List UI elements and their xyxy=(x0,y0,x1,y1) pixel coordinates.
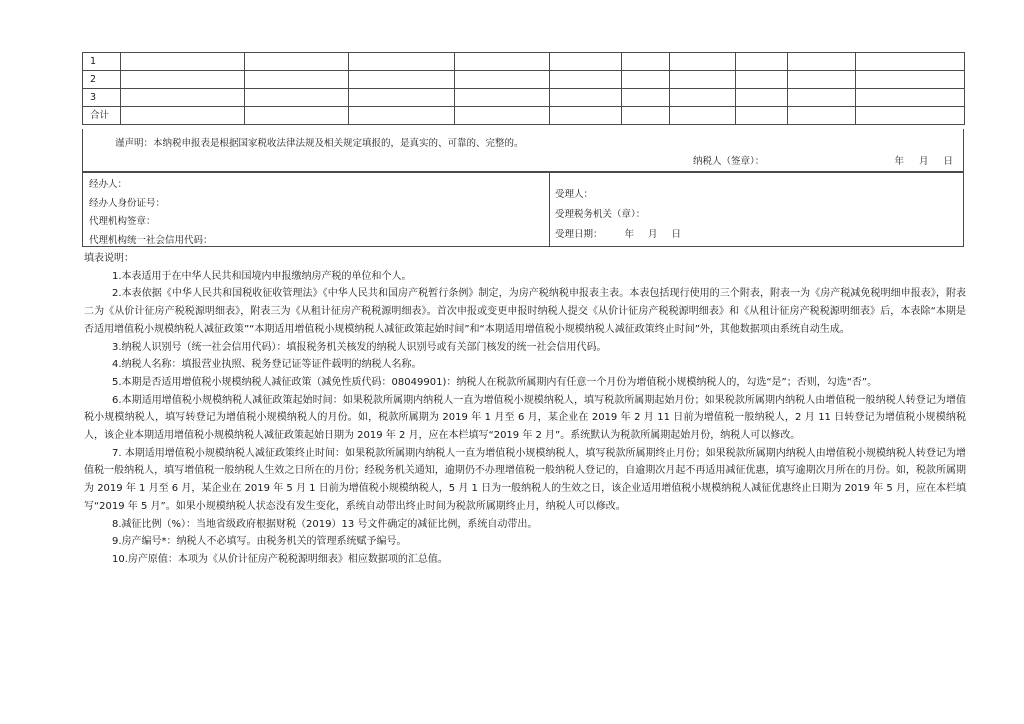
agent-divider xyxy=(549,173,550,246)
agency-credit-code-label: 代理机构统一社会信用代码： xyxy=(89,234,213,246)
instructions-title: 填表说明： xyxy=(84,253,134,264)
taxpayer-signature-label: 纳税人（签章）： xyxy=(693,156,765,167)
row-index: 2 xyxy=(83,71,121,89)
table-row xyxy=(83,53,965,71)
row-index: 3 xyxy=(83,89,121,107)
instruction-item: 9.房产编号*：纳税人不必填写。由税务机关的管理系统赋予编号。 xyxy=(112,536,407,548)
acceptance-day: 日 xyxy=(671,229,682,240)
instruction-item: 5.本期是否适用增值税小规模纳税人减征政策（减免性质代码：08049901)：纳税人在税款所属期内有任意一个月份为增值税小规模纳税人的，勾选“是”；否则，勾选“否”。 xyxy=(112,376,878,388)
instruction-item: 4.纳税人名称：填报营业执照、税务登记证等证件载明的纳税人名称。 xyxy=(112,359,422,371)
instruction-item: 10.房产原值：本项为《从价计征房产税税源明细表》相应数据项的汇总值。 xyxy=(112,553,448,565)
table-row-total xyxy=(83,107,965,125)
declaration-table xyxy=(82,52,965,125)
agent-handler-label: 经办人： xyxy=(89,179,128,190)
filling-instructions xyxy=(84,250,966,569)
agency-seal-label: 代理机构签章： xyxy=(89,216,156,227)
acceptance-date xyxy=(555,225,681,245)
row-total-label: 合计 xyxy=(83,107,121,125)
agent-id-label: 经办人身份证号： xyxy=(89,197,166,209)
declaration-box xyxy=(82,129,964,172)
acceptance-info xyxy=(555,185,681,245)
row-index: 1 xyxy=(83,53,121,71)
declaration-date: 年 月 日 xyxy=(894,156,953,167)
table-row xyxy=(83,89,965,107)
instruction-item: 7. 本期适用增值税小规模纳税人减征政策终止时间：如果税款所属期内纳税人一直为增值税小规模纳税人，填写税款所属期终止月份；如果税款所属期内纳税人由增值税小规模纳税人转登记为增值税一般纳税人，填写增值税一般纳税人生效之日所在的月份；经税务机关通知，逾期仍不办理增值税一般纳税人登记的，自逾期次月起不再适用减征优惠，填写逾期次月所在的月份。如，税款所属期为 2019 年 1 月至 6 月，某企业在 2019 年 5 月 1 日前为增值税小规模纳税人，5 月 1 日为一般纳税人的生效之日，该企业适用增值税小规模纳税人减征优惠终止日期为 2019 年 5 月，应在本栏填写“2019 年 5 月”。如果小规模纳税人状态没有发生变化，系统自动带出终止时间为税款所属期终止月，纳税人可以修改。 xyxy=(84,447,966,512)
acceptance-authority-label: 受理税务机关（章）： xyxy=(555,209,646,220)
agent-box xyxy=(82,172,964,247)
instruction-item: 3.纳税人识别号（统一社会信用代码）：填报税务机关核发的纳税人识别号或有关部门核发的统一社会信用代码。 xyxy=(112,341,607,353)
agent-info xyxy=(89,176,213,250)
instruction-item: 6.本期适用增值税小规模纳税人减征政策起始时间：如果税款所属期内纳税人一直为增值税小规模纳税人，填写税款所属期起始月份；如果税款所属期内纳税人由增值税一般纳税人转登记为增值税小规模纳税人，填写转登记为增值税小规模纳税人的月份。如，税款所属期为 2019 年 1 月至 6 月，某企业在 2019 年 2 月 11 日前为增值税一般纳税人，2 月 11 日转登记为增值税小规模纳税人，该企业本期适用增值税小规模纳税人减征政策起始日期为 2019 年 2 月，应在本栏填写“2019 年 2 月”。系统默认为税款所属期起始月份，纳税人可以修改。 xyxy=(84,394,966,442)
instruction-item: 1.本表适用于在中华人民共和国境内申报缴纳房产税的单位和个人。 xyxy=(112,270,412,282)
table-row xyxy=(83,71,965,89)
acceptance-month: 月 xyxy=(648,229,658,240)
acceptance-date-label: 受理日期： xyxy=(555,229,603,240)
instruction-item: 8.减征比例（%）：当地省级政府根据财税（2019）13 号文件确定的减征比例，系统自动带出。 xyxy=(112,518,538,530)
declaration-statement: 谨声明：本纳税申报表是根据国家税收法律法规及相关规定填报的，是真实的、可靠的、完整的。 xyxy=(115,138,524,149)
instruction-item: 2.本表依据《中华人民共和国税收征收管理法》《中华人民共和国房产税暂行条例》制定，为房产税纳税申报表主表。本表包括现行使用的三个附表，附表一为《房产税减免税明细申报表》，附表二为《从价计征房产税税源明细表》，附表三为《从租计征房产税税源明细表》。首次申报或变更申报时纳税人提交《从价计征房产税税源明细表》和《从租计征房产税税源明细表》后，本表除“本期是否适用增值税小规模纳税人减征政策”“本期适用增值税小规模纳税人减征政策起始时间”和“本期适用增值税小规模纳税人减征政策终止时间”外，其他数据项由系统自动生成。 xyxy=(84,288,966,335)
acceptance-year: 年 xyxy=(624,229,635,240)
acceptance-handler-label: 受理人： xyxy=(555,189,594,200)
